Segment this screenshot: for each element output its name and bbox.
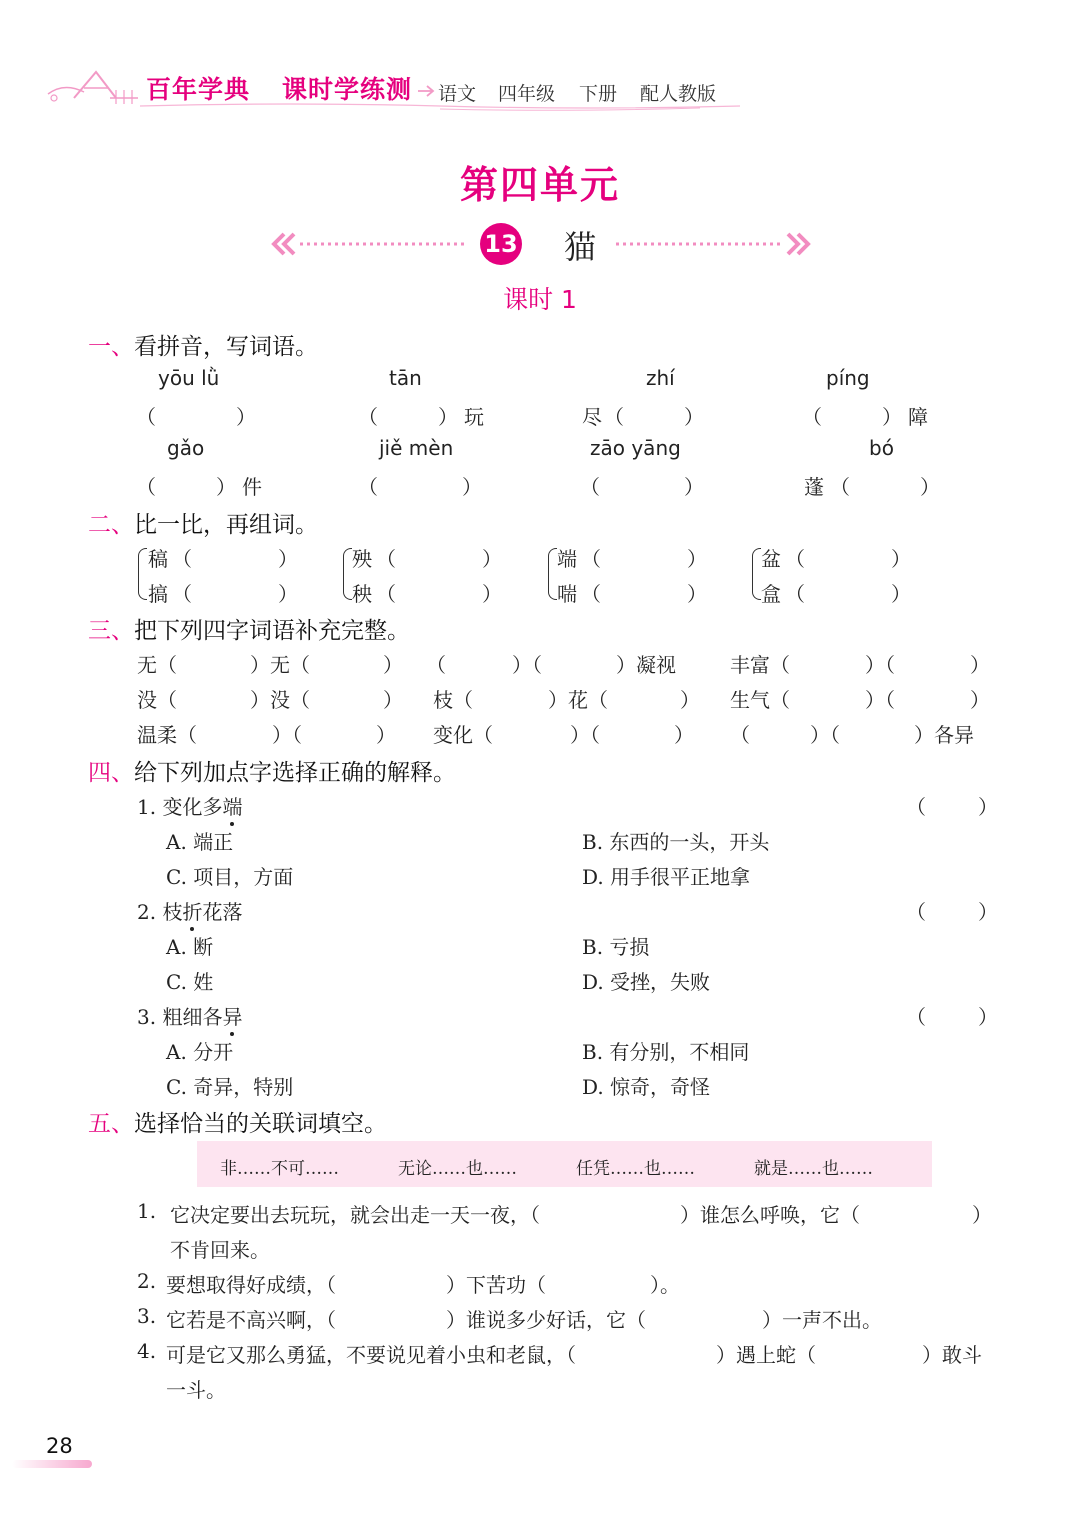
- dotted-char: 异: [222, 1005, 243, 1029]
- idiom-fragment: ）: [970, 653, 990, 677]
- section-4-heading: [88, 754, 456, 787]
- answer-blank[interactable]: （ ）: [906, 795, 998, 819]
- answer-blank[interactable]: （ ）: [830, 475, 940, 499]
- pinyin: zhí: [646, 366, 675, 390]
- idiom-fragment: ）（: [865, 688, 895, 712]
- section-5-heading: [88, 1105, 387, 1138]
- section-title: 把下列四字词语补充完整。: [134, 618, 410, 644]
- lesson-title: 猫: [564, 228, 597, 266]
- section-title: 给下列加点字选择正确的解释。: [134, 760, 456, 786]
- answer-blank[interactable]: （ ）: [906, 900, 998, 924]
- footer-bar: [12, 1460, 92, 1468]
- suffix-char: 件: [242, 475, 262, 499]
- section-1-heading: [88, 328, 318, 361]
- pinyin: jiě mèn: [379, 436, 454, 460]
- sentence-text: 它若是不高兴啊，（: [166, 1308, 336, 1332]
- option-c: C. 项目，方面: [166, 865, 294, 889]
- option-b: B. 亏损: [582, 935, 650, 959]
- section-title: 选择恰当的关联词填空。: [134, 1111, 387, 1137]
- header-series-title: 课时学练测: [282, 75, 413, 104]
- idiom-fragment: 丰富（: [730, 653, 790, 677]
- sentence-text: ）谁说多少好话，它（: [446, 1308, 646, 1332]
- question-text: 变化多: [162, 795, 223, 819]
- idiom-fragment: ）凝视: [616, 653, 676, 677]
- idiom-fragment: ）（: [512, 653, 542, 677]
- pinyin: bó: [869, 436, 894, 460]
- idiom-fragment: ）（: [570, 723, 600, 747]
- sentence-text: ）: [972, 1203, 992, 1227]
- compare-char: 秧: [352, 582, 372, 606]
- pinyin: yōu lǜ: [158, 366, 220, 390]
- sentence-text: ）谁怎么呼唤，它（: [680, 1203, 860, 1227]
- option-b: B. 东西的一头，开头: [582, 830, 770, 854]
- sentence-number: 3.: [137, 1304, 157, 1328]
- option-d: D. 用手很平正地拿: [582, 865, 751, 889]
- sentence-number: 2.: [137, 1269, 157, 1293]
- question-text: 枝: [162, 900, 183, 924]
- section-3-heading: [88, 612, 410, 645]
- answer-blank[interactable]: （ ）: [802, 405, 902, 429]
- option-b: B. 有分别，不相同: [582, 1040, 750, 1064]
- conjunction-option: 非……不可……: [220, 1159, 339, 1179]
- idiom-fragment: 变化（: [433, 723, 493, 747]
- answer-blank[interactable]: （ ）: [376, 547, 502, 571]
- conjunction-option: 无论……也……: [398, 1159, 517, 1179]
- idiom-fragment: ）没（: [250, 688, 310, 712]
- question-2: [137, 896, 242, 925]
- header-edition: 配人教版: [640, 83, 717, 105]
- sentence-number: 1.: [137, 1199, 157, 1223]
- suffix-char: 障: [908, 405, 928, 429]
- compare-char: 盆: [761, 547, 781, 571]
- sentence-text: 不肯回来。: [170, 1238, 270, 1262]
- option-c: C. 姓: [166, 970, 214, 994]
- compare-char: 殃: [352, 547, 372, 571]
- answer-blank[interactable]: （ ）: [785, 582, 911, 606]
- answer-blank[interactable]: （ ）: [604, 405, 704, 429]
- answer-blank[interactable]: （ ）: [580, 475, 704, 499]
- conjunction-option: 任凭……也……: [576, 1159, 695, 1179]
- sentence-text: ）遇上蛇（: [716, 1343, 816, 1367]
- answer-blank[interactable]: （ ）: [906, 1005, 998, 1029]
- suffix-char: 玩: [464, 405, 484, 429]
- idiom-fragment: ）（: [272, 723, 302, 747]
- section-2-heading: [88, 506, 318, 539]
- answer-blank[interactable]: （ ）: [581, 547, 707, 571]
- header-divider: [140, 100, 740, 114]
- dotted-char: 折: [182, 900, 203, 924]
- answer-blank[interactable]: （ ）: [172, 582, 298, 606]
- right-chevrons-icon: [612, 230, 812, 258]
- sentence-text: 可是它又那么勇猛，不要说见着小虫和老鼠，（: [166, 1343, 576, 1367]
- section-number: 三、: [88, 618, 134, 644]
- page-number: 28: [46, 1434, 73, 1458]
- answer-blank[interactable]: （ ）: [376, 582, 502, 606]
- header-volume: 下册: [579, 83, 618, 105]
- question-number: 3.: [137, 1005, 157, 1029]
- sentence-text: ）一声不出。: [762, 1308, 882, 1332]
- section-number: 一、: [88, 334, 134, 360]
- sentence-text: 要想取得好成绩，（: [166, 1273, 336, 1297]
- question-text: 粗细各: [162, 1005, 223, 1029]
- prefix-char: 尽: [582, 405, 602, 429]
- pinyin: tān: [389, 366, 422, 390]
- lesson-number-badge: 13: [480, 223, 522, 265]
- section-title: 看拼音，写词语。: [134, 334, 318, 360]
- option-a: A. 断: [166, 935, 214, 959]
- answer-blank[interactable]: （ ）: [136, 405, 256, 429]
- idiom-fragment: ）: [376, 723, 396, 747]
- option-a: A. 端正: [166, 830, 234, 854]
- option-d: D. 惊奇，奇怪: [582, 1075, 711, 1099]
- idiom-fragment: ）各异: [914, 723, 974, 747]
- idiom-fragment: ）: [383, 653, 403, 677]
- lesson-period: 课时 1: [503, 285, 577, 314]
- answer-blank[interactable]: （ ）: [785, 547, 911, 571]
- question-text: 花落: [202, 900, 243, 924]
- answer-blank[interactable]: （ ）: [136, 475, 236, 499]
- section-number: 二、: [88, 512, 134, 538]
- dotted-char: 端: [222, 795, 243, 819]
- option-a: A. 分开: [166, 1040, 234, 1064]
- unit-title: 第四单元: [459, 163, 620, 207]
- compare-char: 喘: [557, 582, 577, 606]
- idiom-fragment: ）: [680, 688, 700, 712]
- option-c: C. 奇异，特别: [166, 1075, 294, 1099]
- question-number: 2.: [137, 900, 157, 924]
- section-number: 四、: [88, 760, 134, 786]
- sentence-text: ）敢斗: [922, 1343, 982, 1367]
- sentence-text: ）下苦功（: [446, 1273, 546, 1297]
- compare-char: 搞: [148, 582, 168, 606]
- section-number: 五、: [88, 1111, 134, 1137]
- idiom-fragment: ）（: [810, 723, 840, 747]
- idiom-fragment: ）花（: [548, 688, 608, 712]
- option-d: D. 受挫，失败: [582, 970, 711, 994]
- pair-brace: [752, 548, 761, 600]
- answer-blank[interactable]: （ ）: [358, 475, 482, 499]
- compare-char: 稿: [148, 547, 168, 571]
- answer-blank[interactable]: （ ）: [358, 405, 458, 429]
- header-arrow-icon: [416, 84, 436, 98]
- pair-brace: [548, 548, 557, 600]
- question-3: [137, 1001, 242, 1030]
- idiom-fragment: ）: [674, 723, 694, 747]
- idiom-fragment: ）无（: [250, 653, 310, 677]
- idiom-fragment: 生气（: [730, 688, 790, 712]
- idiom-fragment: 枝（: [433, 688, 473, 712]
- prefix-char: 蓬: [804, 475, 824, 499]
- compare-char: 端: [557, 547, 577, 571]
- question-1: [137, 791, 242, 820]
- idiom-fragment: ）（: [865, 653, 895, 677]
- conjunction-option: 就是……也……: [754, 1159, 873, 1179]
- sentence-text: ）。: [650, 1273, 680, 1297]
- pinyin: píng: [826, 366, 870, 390]
- header-subject: 语文: [438, 83, 477, 105]
- sentence-text: 它决定要出去玩玩，就会出走一天一夜，（: [170, 1203, 540, 1227]
- idiom-fragment: 无（: [137, 653, 177, 677]
- pair-brace: [343, 548, 352, 600]
- left-chevrons-icon: [270, 230, 470, 258]
- sentence-number: 4.: [137, 1339, 157, 1363]
- pair-brace: [138, 548, 147, 600]
- section-title: 比一比，再组词。: [134, 512, 318, 538]
- sentence-text: 一斗。: [166, 1378, 226, 1402]
- pinyin: zāo yāng: [590, 436, 681, 460]
- header-grade: 四年级: [498, 83, 556, 105]
- idiom-fragment: （: [730, 723, 750, 747]
- idiom-fragment: ）: [383, 688, 403, 712]
- idiom-fragment: （: [426, 653, 446, 677]
- header-brand-title: 百年学典: [146, 75, 251, 104]
- house-logo-icon: [44, 64, 144, 108]
- idiom-fragment: 温柔（: [137, 723, 197, 747]
- idiom-fragment: ）: [970, 688, 990, 712]
- idiom-fragment: 没（: [137, 688, 177, 712]
- question-number: 1.: [137, 795, 157, 819]
- compare-char: 盒: [761, 582, 781, 606]
- answer-blank[interactable]: （ ）: [581, 582, 707, 606]
- answer-blank[interactable]: （ ）: [172, 547, 298, 571]
- pinyin: gǎo: [167, 436, 205, 460]
